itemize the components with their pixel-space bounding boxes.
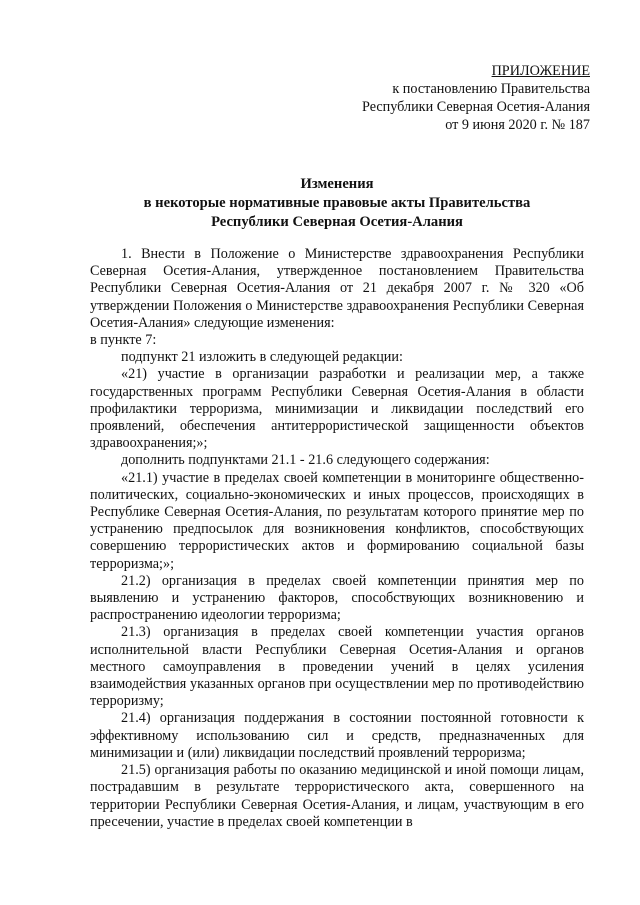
paragraph-4: «21) участие в организации разработки и реализации мер, а также государственных программ Республики Северная Осетия-Алания в области профилактики терроризма, минимизации и ликвидации последствий его проявлений, обеспечения антитеррористической защищенности объектов здравоохранения;»; — [90, 366, 584, 452]
title-line-3: Республики Северная Осетия-Алания — [211, 214, 463, 230]
document-body — [90, 246, 584, 831]
document-title — [90, 175, 584, 232]
appendix-heading: ПРИЛОЖЕНИЕ — [491, 63, 590, 79]
paragraph-3: подпункт 21 изложить в следующей редакции: — [121, 349, 403, 366]
paragraph-5: дополнить подпунктами 21.1 - 21.6 следующего содержания: — [121, 452, 490, 469]
title-line-1: Изменения — [300, 176, 374, 192]
appendix-header — [320, 62, 590, 134]
paragraph-6: «21.1) участие в пределах своей компетенции в мониторинге общественно-политических, социально-экономических и иных процессов, происходящих в Республике Северная Осетия-Алания, по результатам которого принятие мер по устранению предпосылок для возникновения конфликтов, способствующих совершению террористических актов и формированию социальной базы терроризма;»; — [90, 469, 584, 572]
paragraph-9: 21.4) организация поддержания в состоянии постоянной готовности к эффективному использованию сил и средств, предназначенных для минимизации и (или) ликвидации последствий проявлений терроризма; — [90, 710, 584, 761]
paragraph-7: 21.2) организация в пределах своей компетенции принятия мер по выявлению и устранению факторов, способствующих возникновению и распространению идеологии терроризма; — [90, 572, 584, 624]
appendix-line-3: от 9 июня 2020 г. № 187 — [445, 117, 590, 133]
paragraph-10: 21.5) организация работы по оказанию медицинской и иной помощи лицам, пострадавшим в результате террористического акта, совершенного на территории Республики Северная Осетия-Алания, и лицам, участвующим в его пресечении, участие в пределах своей компетенции в — [90, 762, 584, 830]
paragraph-2: в пункте 7: — [90, 332, 157, 349]
paragraph-8: 21.3) организация в пределах своей компетенции участия органов исполнительной власти Республики Северная Осетия-Алания и органов местного самоуправления в проведении учений в целях усиления взаимодействия указанных органов при осуществлении мер по противодействию терроризму; — [90, 624, 584, 710]
title-line-2: в некоторые нормативные правовые акты Правительства — [143, 195, 531, 211]
paragraph-1: 1. Внести в Положение о Министерстве здравоохранения Республики Северная Осетия-Алания, утвержденное постановлением Правительства Республики Северная Осетия-Алания от 21 декабря 2007 г. № 320 «Об утверждении Положения о Министерстве здравоохранения Республики Северная Осетия-Алания» следующие изменения: — [90, 246, 584, 331]
appendix-line-2: Республики Северная Осетия-Алания — [361, 99, 590, 115]
appendix-line-1: к постановлению Правительства — [392, 81, 590, 97]
